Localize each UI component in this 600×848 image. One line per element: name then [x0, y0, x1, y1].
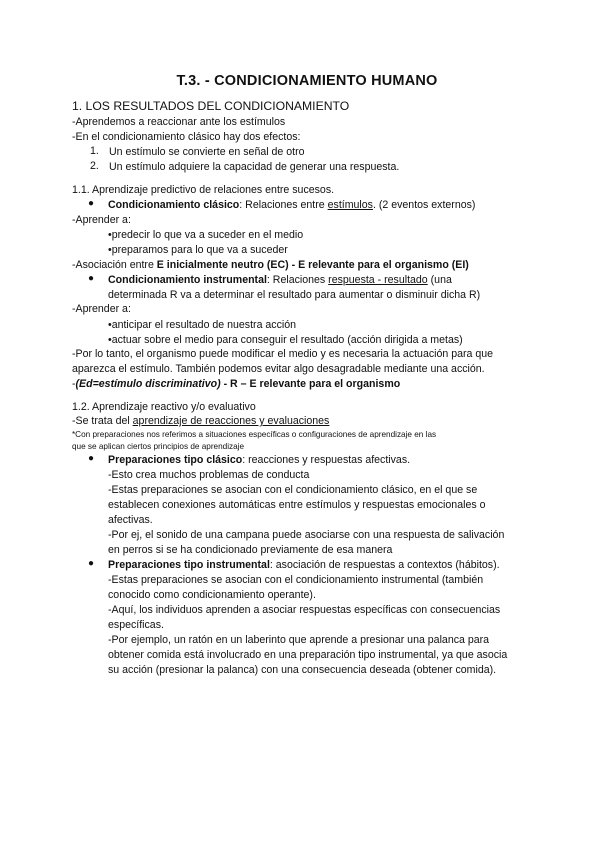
list-number: 1. — [90, 145, 99, 157]
prep-clasico-detail: -Estas preparaciones se asocian con el condicionamiento clásico, en el que se — [108, 484, 478, 496]
asociacion-pre: -Asociación entre — [72, 259, 157, 271]
prep-clasico-detail: afectivas. — [108, 514, 153, 526]
prep-instrumental-line — [108, 558, 500, 572]
prep-clasico-detail: -Por ej, el sonido de una campana puede asociarse con una respuesta de salivación — [108, 529, 505, 541]
sub-item: •actuar sobre el medio para conseguir el resultado (acción dirigida a metas) — [108, 334, 463, 346]
formula-bold: - R – E relevante para el organismo — [220, 378, 401, 390]
note-line: *Con preparaciones nos referimos a situaciones específicas o configuraciones de aprendizaje en las — [72, 430, 437, 439]
asociacion-bold: E inicialmente neutro (EC) - E relevante para el organismo (EI) — [156, 259, 469, 271]
prep-instrumental-detail: -Estas preparaciones se asocian con el condicionamiento instrumental (también — [108, 574, 484, 586]
s1-line-1: -Aprendemos a reaccionar ante los estímulos — [72, 116, 286, 128]
prep-instrumental-detail: específicas. — [108, 619, 164, 631]
clasico-underlined: estímulos — [327, 199, 373, 211]
trata-pre: -Se trata del — [72, 415, 133, 427]
formula-pre: - — [72, 378, 76, 390]
instrumental-term: Condicionamiento instrumental — [108, 274, 267, 286]
prep-instrumental-detail: obtener comida está involucrado en una preparación tipo instrumental, ya que asocia — [108, 649, 508, 661]
note-line: que se aplican ciertos principios de aprendizaje — [72, 442, 245, 451]
clasico-line — [108, 198, 475, 212]
instrumental-underlined: respuesta - resultado — [328, 274, 428, 286]
bullet-icon: ● — [88, 558, 95, 569]
page-title: T.3. - CONDICIONAMIENTO HUMANO — [176, 73, 438, 89]
sub-item: •preparamos para lo que va a suceder — [108, 244, 288, 256]
list-number: 2. — [90, 160, 99, 172]
instrumental-cont: determinada R va a determinar el resultado para aumentar o disminuir dicha R) — [108, 289, 481, 301]
prep-instrumental-detail: su acción (presionar la palanca) con una consecuencia deseada (obtener comida). — [108, 664, 497, 676]
sub-item: •anticipar el resultado de nuestra acción — [108, 319, 297, 331]
clasico-end: . (2 eventos externos) — [372, 199, 476, 211]
formula-line — [72, 377, 400, 391]
formula-italic: (Ed=estímulo discriminativo) — [75, 378, 221, 390]
clasico-term: Condicionamiento clásico — [108, 199, 240, 211]
aprender-label: -Aprender a: — [72, 303, 131, 315]
clasico-text: : Relaciones entre — [239, 199, 328, 211]
bullet-icon: ● — [88, 273, 95, 284]
trata-underlined: aprendizaje de reacciones y evaluaciones — [132, 415, 330, 427]
prep-clasico-detail: -Esto crea muchos problemas de conducta — [108, 469, 310, 481]
instrumental-end: (una — [427, 274, 452, 286]
prep-instrumental-term: Preparaciones tipo instrumental — [108, 559, 270, 571]
prep-clasico-detail: en perros si se ha condicionado previamente de esa manera — [108, 544, 393, 556]
asociacion-line — [72, 258, 469, 272]
sub-item: •predecir lo que va a suceder en el medio — [108, 229, 304, 241]
prep-instrumental-detail: -Aquí, los individuos aprenden a asociar respuestas específicas con consecuencias — [108, 604, 501, 616]
bullet-icon: ● — [88, 198, 95, 209]
list-item: Un estímulo se convierte en señal de otro — [109, 146, 305, 158]
paragraph-line: aparezca el estímulo. También podemos evitar algo desagradable mediante una acción. — [72, 363, 485, 375]
instrumental-line — [108, 273, 452, 287]
prep-instrumental-detail: -Por ejemplo, un ratón en un laberinto que aprende a presionar una palanca para — [108, 634, 490, 646]
aprender-label: -Aprender a: — [72, 214, 131, 226]
section-1-1-heading: 1.1. Aprendizaje predictivo de relaciones entre sucesos. — [72, 184, 335, 196]
prep-clasico-text: : reacciones y respuestas afectivas. — [242, 454, 411, 466]
section-1-heading: 1. LOS RESULTADOS DEL CONDICIONAMIENTO — [72, 99, 350, 113]
instrumental-text: : Relaciones — [266, 274, 329, 286]
paragraph-line: -Por lo tanto, el organismo puede modificar el medio y es necesaria la actuación para que — [72, 348, 494, 360]
prep-instrumental-detail: conocido como condicionamiento operante). — [108, 589, 316, 601]
prep-clasico-detail: establecen conexiones automáticas entre estímulos y respuestas emocionales o — [108, 499, 486, 511]
s1-line-2: -En el condicionamiento clásico hay dos efectos: — [72, 131, 301, 143]
prep-instrumental-text: : asociación de respuestas a contextos (hábitos). — [269, 559, 500, 571]
prep-clasico-term: Preparaciones tipo clásico — [108, 454, 243, 466]
section-1-2-heading: 1.2. Aprendizaje reactivo y/o evaluativo — [72, 401, 256, 413]
bullet-icon: ● — [88, 453, 95, 464]
trata-line — [72, 414, 329, 428]
list-item: Un estímulo adquiere la capacidad de generar una respuesta. — [109, 161, 400, 173]
prep-clasico-line — [108, 453, 410, 467]
